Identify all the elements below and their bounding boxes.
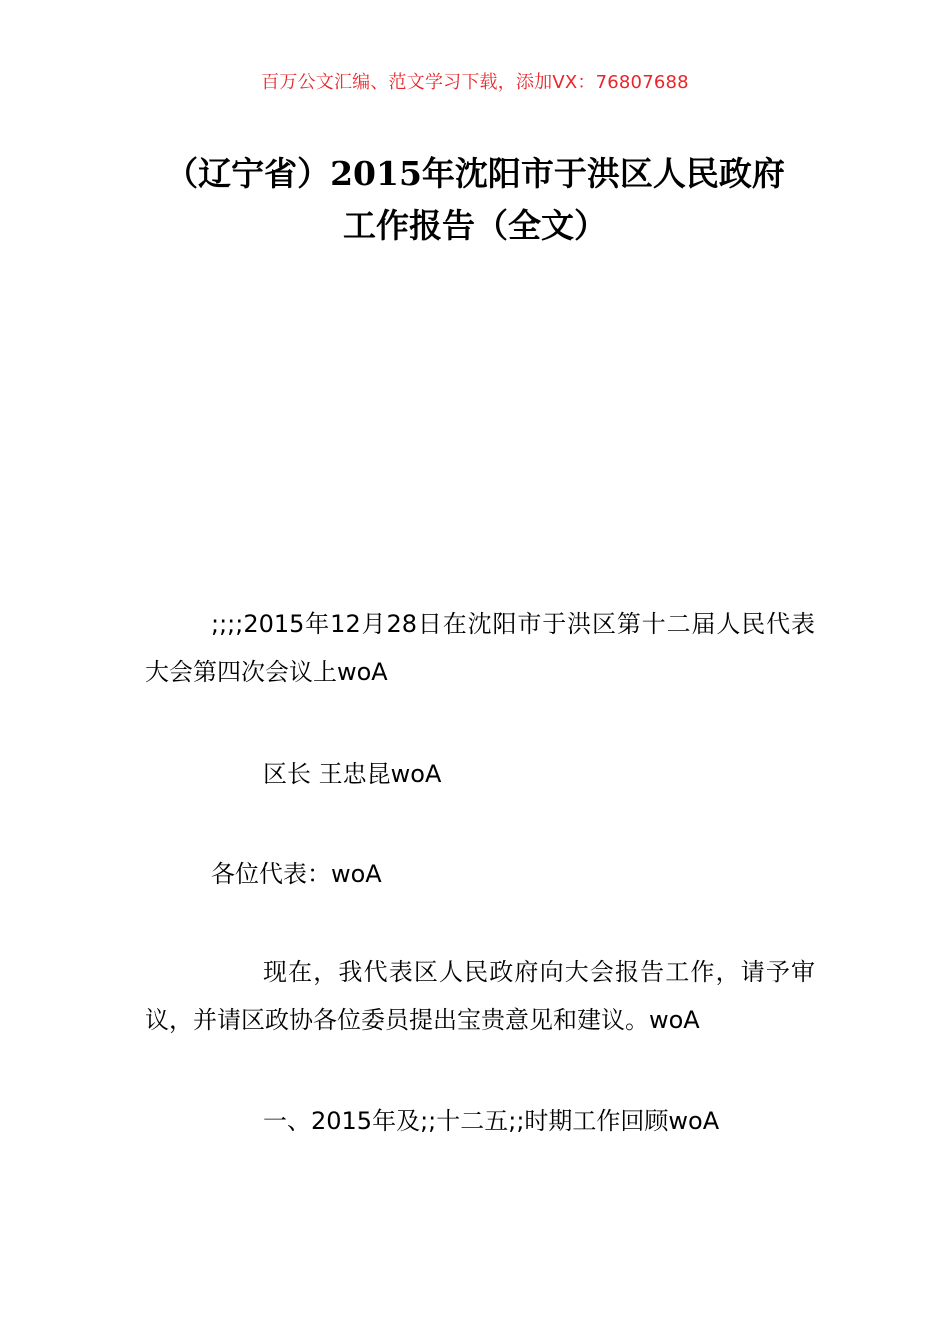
district-chief-line: 区长 王忠昆woA bbox=[263, 760, 442, 788]
section-heading: 一、2015年及;;十二五;;时期工作回顾woA bbox=[263, 1107, 720, 1135]
intro-paragraph: 现在，我代表区人民政府向大会报告工作，请予审议，并请区政协各位委员提出宝贵意见和建议。woA bbox=[145, 958, 815, 1034]
title-line-1: （辽宁省）2015年沈阳市于洪区人民政府 bbox=[165, 154, 785, 193]
document-title bbox=[100, 148, 850, 252]
date-venue-paragraph: ;;;;2015年12月28日在沈阳市于洪区第十二届人民代表大会第四次会议上woA bbox=[145, 610, 815, 686]
greeting-paragraph: 各位代表：woA bbox=[211, 860, 382, 888]
header-watermark-note: 百万公文汇编、范文学习下载，添加VX：76807688 bbox=[261, 72, 689, 93]
title-line-2: 工作报告（全文） bbox=[343, 206, 607, 245]
